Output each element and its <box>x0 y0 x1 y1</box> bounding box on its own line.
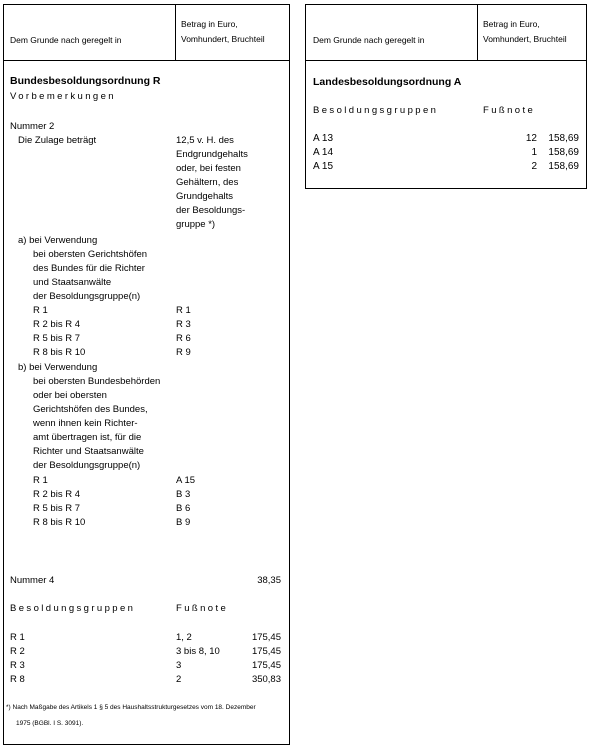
zulage-line: oder, bei festen <box>176 163 241 174</box>
right-header-col2-line1: Betrag in Euro, <box>483 19 540 29</box>
group-name: R 2 <box>10 646 25 657</box>
section-a-row-to: R 3 <box>176 319 191 330</box>
zulage-line: Endgrundgehalts <box>176 149 248 160</box>
section-a-row-from: R 2 bis R 4 <box>33 319 80 330</box>
nummer2-label: Nummer 2 <box>10 121 55 132</box>
right-group-fussnote: 12 <box>525 133 537 144</box>
section-a-line: der Besoldungsgruppe(n) <box>33 291 141 302</box>
section-b-line: bei obersten Bundesbehörden <box>33 376 161 387</box>
left-header-col1: Dem Grunde nach geregelt in <box>10 35 122 45</box>
zulage-label: Die Zulage beträgt <box>18 135 97 146</box>
nummer4-label: Nummer 4 <box>10 575 55 586</box>
section-a-line: und Staatsanwälte <box>33 277 112 288</box>
group-amount: 175,45 <box>251 646 281 657</box>
right-group-fussnote: 1 <box>531 147 537 158</box>
left-title: Bundesbesoldungsordnung R <box>10 75 161 87</box>
group-amount: 175,45 <box>251 632 281 643</box>
left-col-gruppen: Besoldungsgruppen <box>10 603 136 614</box>
footnote-line1: *) Nach Maßgabe des Artikels 1 § 5 des Haushaltsstrukturgesetzes vom 18. Dezember <box>6 704 256 711</box>
section-a-row-from: R 5 bis R 7 <box>33 333 80 344</box>
group-fussnote: 3 bis 8, 10 <box>176 646 220 657</box>
group-fussnote: 1, 2 <box>176 632 192 643</box>
section-b-line: amt übertragen ist, für die <box>33 432 142 443</box>
right-header-col1: Dem Grunde nach geregelt in <box>313 35 425 45</box>
section-a-line: des Bundes für die Richter <box>33 263 145 274</box>
left-header-col2-line1: Betrag in Euro, <box>181 19 238 29</box>
section-a-row-to: R 6 <box>176 333 191 344</box>
right-group-amount: 158,69 <box>548 147 579 158</box>
section-b-row-to: B 9 <box>176 517 191 528</box>
group-name: R 3 <box>10 660 25 671</box>
section-a-row-to: R 9 <box>176 347 191 358</box>
section-b-line: Richter und Staatsanwälte <box>33 446 144 457</box>
group-name: R 8 <box>10 674 25 685</box>
right-title: Landesbesoldungsordnung A <box>313 76 462 88</box>
group-amount: 350,83 <box>251 674 281 685</box>
section-b-row-from: R 8 bis R 10 <box>33 517 86 528</box>
section-b-line: oder bei obersten <box>33 390 107 401</box>
section-b-line: b) bei Verwendung <box>18 362 98 373</box>
section-b-line: der Besoldungsgruppe(n) <box>33 460 141 471</box>
right-group-name: A 15 <box>313 161 334 172</box>
right-group-name: A 13 <box>313 133 334 144</box>
footnote-line2: 1975 (BGBl. I S. 3091). <box>16 720 84 727</box>
left-header-col2-line2: Vomhundert, Bruchteil <box>181 34 265 44</box>
zulage-line: gruppe *) <box>176 219 216 230</box>
group-name: R 1 <box>10 632 25 643</box>
right-col-gruppen: Besoldungsgruppen <box>313 105 439 116</box>
zulage-line: der Besoldungs- <box>176 205 246 216</box>
left-subtitle: Vorbemerkungen <box>10 91 116 102</box>
section-b-line: Gerichtshöfen des Bundes, <box>33 404 148 415</box>
section-a-line: bei obersten Gerichtshöfen <box>33 249 148 260</box>
right-group-fussnote: 2 <box>531 161 537 172</box>
group-amount: 175,45 <box>251 660 281 671</box>
right-header-rule <box>305 60 587 61</box>
section-a-line: a) bei Verwendung <box>18 235 98 246</box>
section-b-row-to: B 6 <box>176 503 191 514</box>
group-fussnote: 2 <box>176 674 182 685</box>
zulage-line: 12,5 v. H. des <box>176 135 234 146</box>
group-fussnote: 3 <box>176 660 182 671</box>
section-b-line: wenn ihnen kein Richter- <box>33 418 138 429</box>
right-group-amount: 158,69 <box>548 161 579 172</box>
section-a-row-from: R 8 bis R 10 <box>33 347 86 358</box>
right-header-col2-line2: Vomhundert, Bruchteil <box>483 34 567 44</box>
right-group-name: A 14 <box>313 147 334 158</box>
right-group-amount: 158,69 <box>548 133 579 144</box>
section-b-row-to: B 3 <box>176 489 191 500</box>
right-col-fussnote: Fußnote <box>483 105 536 116</box>
left-header-rule <box>3 60 290 61</box>
section-b-row-from: R 5 bis R 7 <box>33 503 80 514</box>
section-b-row-to: A 15 <box>176 475 196 486</box>
zulage-line: Grundgehalts <box>176 191 234 202</box>
right-header-divider <box>477 4 478 60</box>
section-b-row-from: R 2 bis R 4 <box>33 489 80 500</box>
zulage-line: Gehältern, des <box>176 177 239 188</box>
left-col-fussnote: Fußnote <box>176 603 229 614</box>
section-a-row-to: R 1 <box>176 305 191 316</box>
left-header-divider <box>175 4 176 60</box>
section-a-row-from: R 1 <box>33 305 48 316</box>
nummer4-value: 38,35 <box>257 575 281 586</box>
section-b-row-from: R 1 <box>33 475 48 486</box>
